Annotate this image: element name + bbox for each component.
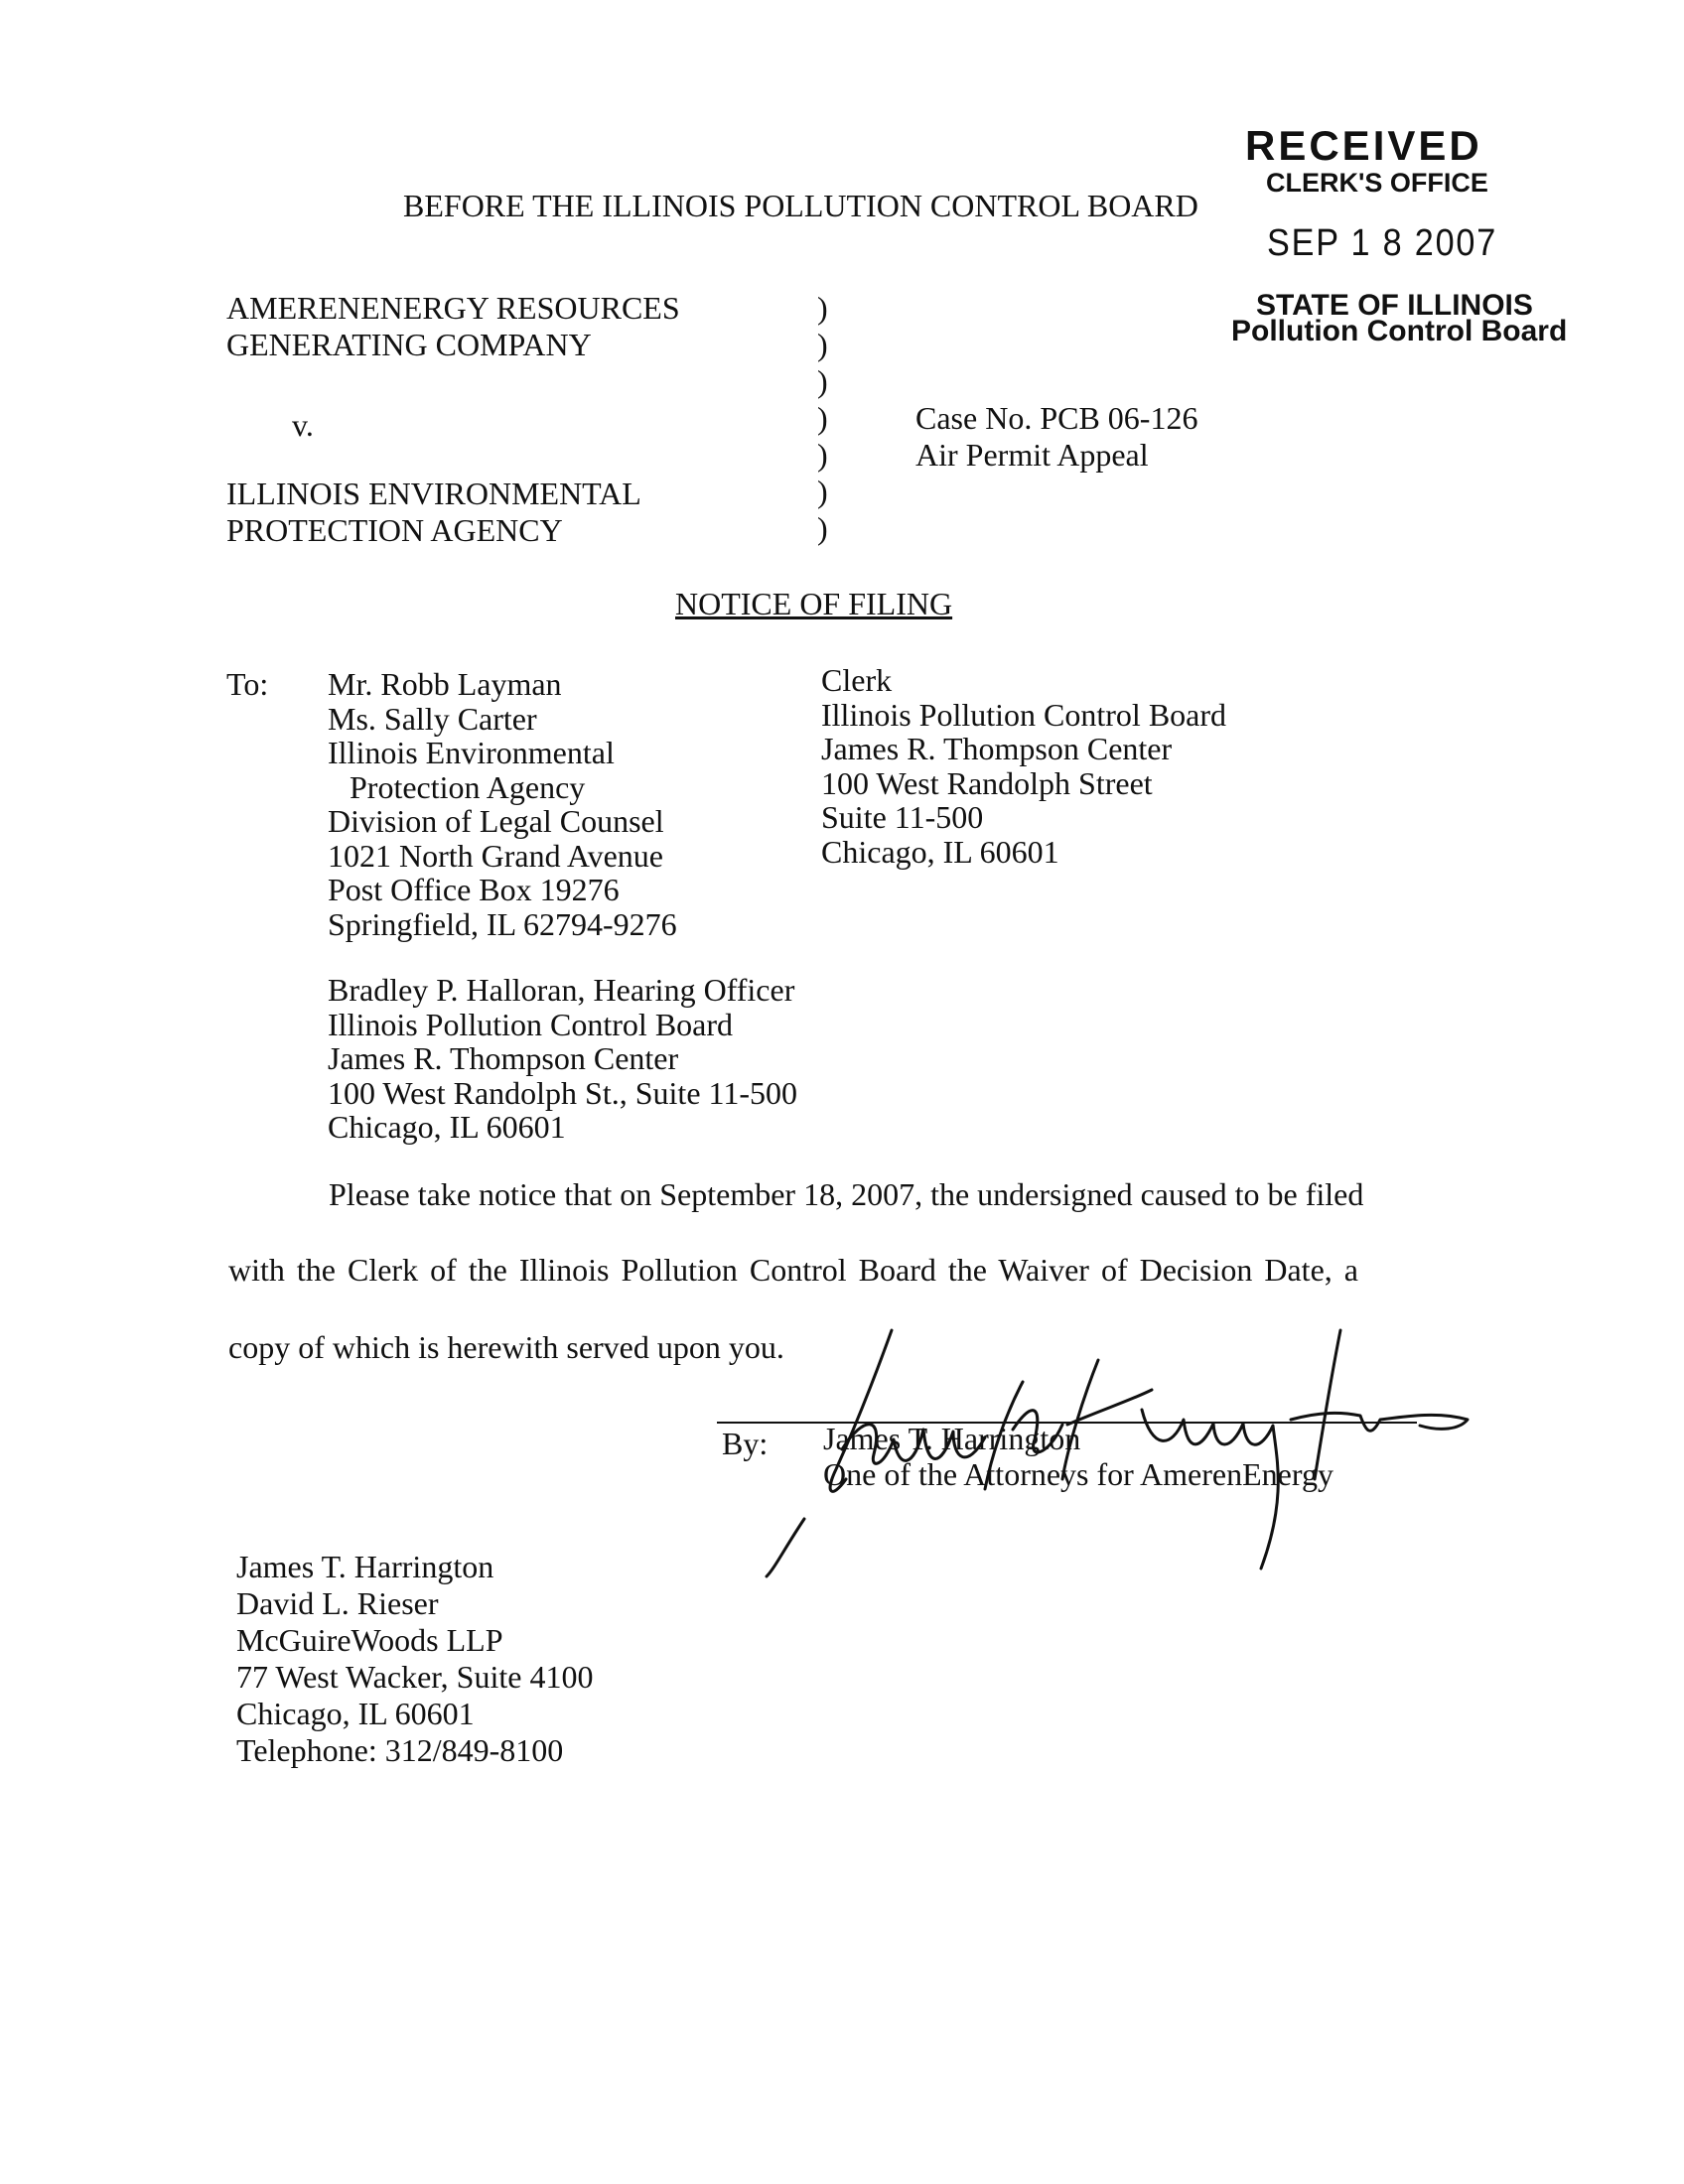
body-line: copy of which is herewith served upon you.: [228, 1329, 784, 1365]
versus-label: v.: [292, 407, 314, 443]
counsel-block: [236, 1549, 593, 1769]
caption-parens: [817, 290, 828, 547]
counsel-line: James T. Harrington: [236, 1549, 494, 1584]
paren: ): [817, 474, 828, 509]
address-line: Bradley P. Halloran, Hearing Officer: [328, 972, 795, 1008]
respondent-line2: PROTECTION AGENCY: [226, 512, 563, 548]
recipient-clerk: [821, 663, 1226, 869]
to-label: To:: [226, 666, 269, 702]
recipient-hearing-officer: [328, 973, 797, 1145]
address-line: Ms. Sally Carter: [328, 700, 537, 737]
paren: ): [817, 437, 828, 473]
address-line: Illinois Pollution Control Board: [821, 696, 1227, 733]
stamp-state: STATE OF ILLINOIS: [1256, 289, 1533, 322]
address-line: Suite 11-500: [821, 799, 984, 835]
paren: ): [817, 400, 828, 436]
petitioner-line2: GENERATING COMPANY: [226, 327, 592, 362]
paren: ): [817, 510, 828, 546]
counsel-line: David L. Rieser: [236, 1585, 439, 1621]
address-line: Springfield, IL 62794-9276: [328, 905, 677, 942]
address-line: Division of Legal Counsel: [328, 803, 664, 839]
counsel-line: Chicago, IL 60601: [236, 1696, 475, 1731]
page-title: BEFORE THE ILLINOIS POLLUTION CONTROL BOARD: [403, 188, 1198, 223]
case-type: Air Permit Appeal: [915, 437, 1149, 473]
notice-title: NOTICE OF FILING: [675, 586, 953, 621]
body-line: with the Clerk of the Illinois Pollution Control Board the Waiver of Decision Date, a: [228, 1252, 1358, 1288]
stamp-received: RECEIVED: [1245, 122, 1482, 169]
case-number: Case No. PCB 06-126: [915, 400, 1198, 436]
counsel-line: Telephone: 312/849-8100: [236, 1732, 564, 1768]
petitioner-line1: AMERENENERGY RESOURCES: [226, 290, 680, 326]
address-line: James R. Thompson Center: [821, 731, 1173, 766]
stamp-office: CLERK'S OFFICE: [1266, 168, 1488, 198]
paren: ): [817, 363, 828, 399]
address-line: Mr. Robb Layman: [328, 666, 562, 702]
signer-role: One of the Attorneys for AmerenEnergy: [823, 1456, 1333, 1492]
recipient-ipea: [328, 667, 677, 941]
address-line: Illinois Pollution Control Board: [328, 1006, 734, 1042]
address-line: Chicago, IL 60601: [328, 1109, 566, 1145]
address-line: Clerk: [821, 662, 893, 698]
address-line: 100 West Randolph Street: [821, 764, 1153, 801]
received-stamp: [1231, 124, 1648, 346]
signer-name: James T. Harrington: [823, 1421, 1081, 1456]
stamp-board: Pollution Control Board: [1231, 315, 1568, 347]
counsel-line: McGuireWoods LLP: [236, 1622, 503, 1658]
address-line: Illinois Environmental: [328, 735, 615, 770]
paren: ): [817, 327, 828, 362]
address-line: Chicago, IL 60601: [821, 833, 1059, 870]
address-line: Post Office Box 19276: [328, 872, 620, 907]
stamp-date: SEP 1 8 2007: [1267, 222, 1498, 264]
by-label: By:: [722, 1426, 769, 1461]
address-line: James R. Thompson Center: [328, 1040, 679, 1076]
respondent-line1: ILLINOIS ENVIRONMENTAL: [226, 476, 641, 511]
address-line: Protection Agency: [350, 768, 586, 805]
address-line: 1021 North Grand Avenue: [328, 837, 663, 874]
counsel-line: 77 West Wacker, Suite 4100: [236, 1659, 594, 1695]
body-line: Please take notice that on September 18, 2007, the undersigned caused to be filed: [329, 1176, 1364, 1212]
paren: ): [817, 290, 828, 326]
address-line: 100 West Randolph St., Suite 11-500: [328, 1074, 797, 1111]
